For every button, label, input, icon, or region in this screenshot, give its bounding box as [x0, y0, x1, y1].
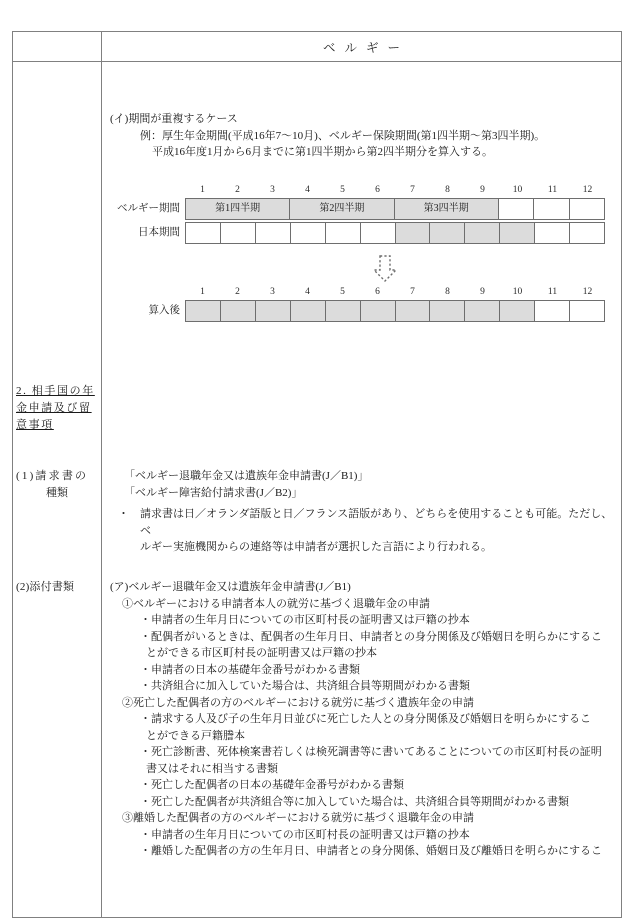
item-2-label: (2)添付書類 — [16, 581, 75, 593]
month-cell — [361, 301, 396, 321]
numbered-group-title: ③離婚した配偶者の方のベルギーにおける就労に基づく退職年金の申請 — [122, 812, 474, 824]
month-cell — [291, 223, 326, 243]
timeline-row-label: 日本期間 — [138, 227, 180, 238]
timeline-row — [102, 286, 621, 324]
month-tick: 5 — [340, 185, 345, 195]
document-list-item: ・配偶者がいるときは、配偶者の生年月日、申請者との身分関係及び婚姻日を明らかにするこ — [140, 630, 602, 643]
arrow-container — [102, 252, 621, 286]
month-cell — [256, 301, 291, 321]
document-list-item-continuation: とができる市区町村長の証明書又は戸籍の抄本 — [146, 647, 377, 659]
timeline-row-label: 算入後 — [148, 305, 180, 316]
section-2-heading — [13, 383, 104, 434]
timeline-row — [102, 184, 621, 222]
month-tick: 9 — [480, 287, 485, 297]
month-cell — [326, 301, 361, 321]
intro-line-3: 平成16年度1月から6月までに第1四半期から第2四半期分を算入する。 — [152, 146, 493, 158]
month-tick: 8 — [445, 287, 450, 297]
month-tick: 4 — [305, 287, 310, 297]
document-list-item: ・申請者の日本の基礎年金番号がわかる書類 — [140, 663, 360, 676]
section-1-note-line-1: 請求書は日／オランダ語版と日／フランス語版があり、どちらを使用することも可能。ただし、ベ — [140, 508, 613, 537]
quarter-cell: 第3四半期 — [395, 199, 499, 219]
month-cell — [500, 223, 535, 243]
month-cell — [186, 223, 221, 243]
intro-paragraph — [110, 111, 545, 161]
month-cell — [535, 223, 570, 243]
down-arrow-dashed-icon — [370, 254, 400, 284]
item-1-label — [13, 468, 101, 502]
section-2-heading-text: (ア)ベルギー退職年金又は遺族年金申請書(J／B1) — [110, 581, 351, 593]
item-1-label-line-2: 種類 — [46, 487, 68, 499]
header-country-cell — [102, 32, 622, 62]
quarter-cell — [499, 199, 534, 219]
item-1-label-line-1: (1)請求書の — [16, 470, 89, 482]
quarter-cell: 第1四半期 — [186, 199, 290, 219]
month-cell — [396, 223, 431, 243]
month-tick: 2 — [235, 185, 240, 195]
document-list-item: ・申請者の生年月日についての市区町村長の証明書又は戸籍の抄本 — [140, 614, 470, 626]
timeline-track — [185, 198, 605, 220]
section-2-content — [110, 579, 621, 860]
month-tick: 11 — [547, 185, 558, 195]
form-type-b: 「ベルギー障害給付請求書(J／B2)」 — [124, 486, 303, 499]
table-body-row — [13, 62, 622, 918]
month-tick: 9 — [480, 185, 485, 195]
month-tick: 2 — [235, 287, 240, 297]
month-cell — [291, 301, 326, 321]
document-list-item: ・死亡した配偶者が共済組合等に加入していた場合は、共済組合員等期間がわかる書類 — [140, 795, 569, 808]
month-cell — [221, 223, 256, 243]
section-1-note-line-2: ルギー実施機関からの連絡等は申請者が選択した言語により行われる。 — [140, 541, 492, 553]
numbered-group-title: ②死亡した配偶者の方のベルギーにおける就労に基づく遺族年金の申請 — [122, 696, 474, 709]
month-tick: 7 — [410, 287, 415, 297]
month-tick: 8 — [445, 185, 450, 195]
month-cell — [430, 223, 465, 243]
month-cell — [361, 223, 396, 243]
country-title: ベルギー — [322, 41, 409, 55]
month-cell — [465, 223, 500, 243]
month-tick: 3 — [270, 185, 275, 195]
month-tick-row — [185, 184, 605, 197]
table-header-row — [13, 32, 622, 62]
timeline-track — [185, 300, 605, 322]
document-list-item: ・死亡した配偶者の日本の基礎年金番号がわかる書類 — [140, 779, 404, 791]
intro-line-2: 例：厚生年金期間(平成16年7〜10月)、ベルギー保険期間(第1四半期〜第3四半期)。 — [140, 129, 546, 142]
month-tick: 7 — [410, 185, 415, 195]
document-list-item: ・離婚した配偶者の方の生年月日、申請者との身分関係、婚姻日及び離婚日を明らかにするこ — [140, 845, 602, 857]
quarter-cell-group — [185, 198, 605, 220]
month-tick: 5 — [340, 287, 345, 297]
timeline-row — [102, 222, 621, 252]
month-tick: 6 — [375, 287, 380, 297]
month-cell — [221, 301, 256, 321]
month-cell — [570, 223, 604, 243]
section-1-content — [110, 468, 621, 556]
section-2-heading-line-3: 意事項 — [16, 419, 54, 431]
period-timeline-diagram — [102, 184, 621, 324]
month-tick: 3 — [270, 287, 275, 297]
section-2-heading-line-2: 金申請及び留 — [16, 402, 92, 414]
bullet-icon: ・ — [118, 508, 129, 520]
month-cell-group — [185, 300, 605, 322]
month-cell — [430, 301, 465, 321]
document-list-item-continuation: とができる戸籍謄本 — [146, 729, 245, 742]
month-tick: 12 — [582, 185, 593, 195]
month-cell — [396, 301, 431, 321]
month-cell-group — [185, 222, 605, 244]
timeline-row-label: ベルギー期間 — [117, 203, 180, 214]
month-tick: 4 — [305, 185, 310, 195]
quarter-cell — [570, 199, 604, 219]
document-list-item: ・死亡診断書、死体検案書若しくは検死調書等に書いてあることについての市区町村長の証明 — [140, 746, 602, 758]
country-info-table — [12, 31, 622, 918]
quarter-cell — [534, 199, 569, 219]
quarter-cell: 第2四半期 — [290, 199, 394, 219]
document-list-item: ・請求する人及び子の生年月日並びに死亡した人との身分関係及び婚姻日を明らかにするこ — [140, 713, 591, 725]
month-cell — [256, 223, 291, 243]
document-list-item: ・申請者の生年月日についての市区町村長の証明書又は戸籍の抄本 — [140, 828, 470, 841]
month-cell — [326, 223, 361, 243]
month-tick: 10 — [512, 185, 523, 195]
month-tick: 11 — [547, 287, 558, 297]
month-cell — [570, 301, 604, 321]
month-tick: 1 — [200, 287, 205, 297]
right-content-column — [102, 62, 622, 918]
document-list-item: ・共済組合に加入していた場合は、共済組合員等期間がわかる書類 — [140, 680, 470, 692]
month-tick-row — [185, 286, 605, 299]
month-tick: 6 — [375, 185, 380, 195]
month-tick: 10 — [512, 287, 523, 297]
month-tick: 1 — [200, 185, 205, 195]
left-label-column — [13, 62, 102, 918]
month-cell — [186, 301, 221, 321]
month-tick: 12 — [582, 287, 593, 297]
form-type-a: 「ベルギー退職年金又は遺族年金申請書(J／B1)」 — [124, 470, 369, 482]
month-cell — [465, 301, 500, 321]
section-2-heading-line-1: 2. 相手国の年 — [16, 385, 95, 397]
month-cell — [500, 301, 535, 321]
intro-line-1: (イ)期間が重複するケース — [110, 113, 238, 125]
header-left-empty-cell — [13, 32, 102, 62]
document-list-item-continuation: 書又はそれに相当する書類 — [146, 762, 278, 775]
numbered-group-title: ①ベルギーにおける申請者本人の就労に基づく退職年金の申請 — [122, 597, 430, 610]
section-1-note — [110, 506, 621, 556]
timeline-track — [185, 222, 605, 244]
month-cell — [535, 301, 570, 321]
